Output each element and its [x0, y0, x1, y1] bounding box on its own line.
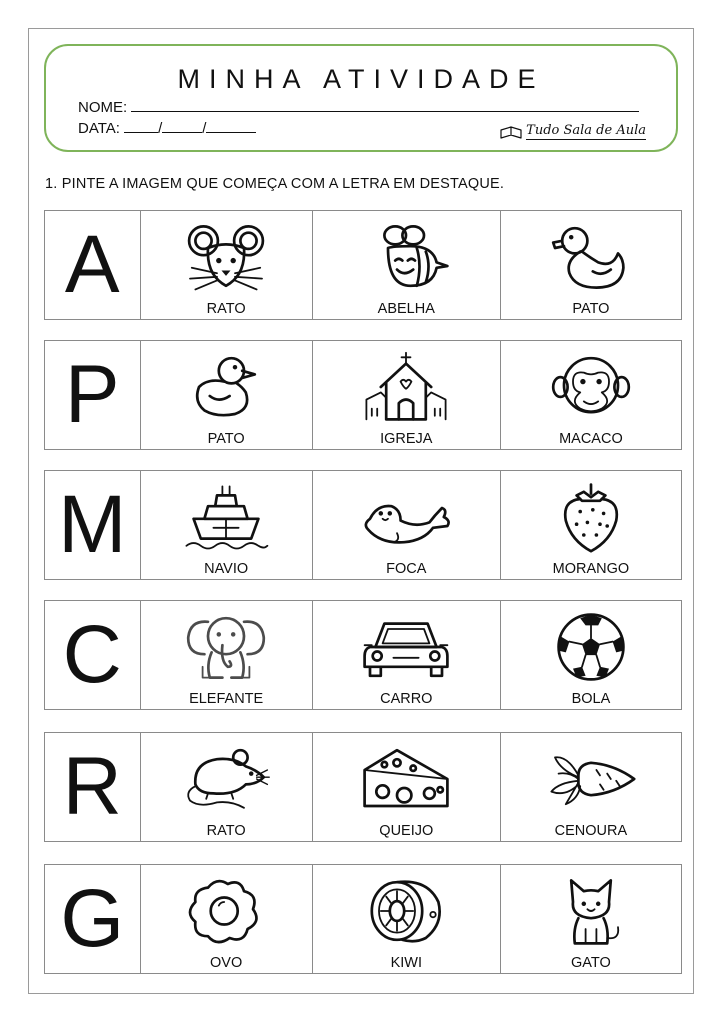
- picture-cell[interactable]: [501, 211, 681, 319]
- picture-label: OVO: [210, 955, 243, 971]
- picture-cell[interactable]: [141, 341, 313, 449]
- header-box: [44, 44, 678, 152]
- brand-logo: [500, 123, 646, 140]
- picture-cell[interactable]: [313, 601, 501, 709]
- kiwi-icon: [361, 871, 451, 951]
- picture-label: NAVIO: [204, 561, 249, 577]
- picture-label: RATO: [206, 301, 246, 317]
- letter-row: [44, 210, 682, 320]
- picture-label: BOLA: [571, 691, 611, 707]
- name-label: NOME:: [78, 99, 128, 116]
- cat-icon: [546, 871, 636, 951]
- car-icon: [361, 607, 451, 687]
- picture-label: ELEFANTE: [189, 691, 264, 707]
- picture-label: FOCA: [386, 561, 427, 577]
- soccer-ball-icon: [546, 607, 636, 687]
- picture-cell[interactable]: [141, 865, 313, 973]
- date-month-line[interactable]: [162, 119, 202, 133]
- highlight-letter: M: [45, 471, 141, 579]
- picture-label: KIWI: [390, 955, 422, 971]
- letter-row: [44, 732, 682, 842]
- instruction: 1. PINTE A IMAGEM QUE COMEÇA COM A LETRA EM DESTAQUE.: [45, 176, 505, 192]
- picture-label: PATO: [207, 431, 245, 447]
- picture-cell[interactable]: [313, 341, 501, 449]
- picture-cell[interactable]: [501, 341, 681, 449]
- date-slash: /: [202, 120, 207, 137]
- picture-label: MORANGO: [552, 561, 630, 577]
- highlight-letter: R: [45, 733, 141, 841]
- picture-label: CENOURA: [554, 823, 628, 839]
- picture-label: IGREJA: [380, 431, 433, 447]
- picture-label: PATO: [572, 301, 610, 317]
- picture-cell[interactable]: [313, 865, 501, 973]
- date-year-line[interactable]: [206, 119, 256, 133]
- picture-cell[interactable]: [501, 601, 681, 709]
- date-day-line[interactable]: [124, 119, 158, 133]
- highlight-letter: A: [45, 211, 141, 319]
- picture-label: QUEIJO: [379, 823, 434, 839]
- highlight-letter: P: [45, 341, 141, 449]
- picture-cell[interactable]: [141, 211, 313, 319]
- picture-cell[interactable]: [501, 733, 681, 841]
- letter-row: [44, 864, 682, 974]
- picture-label: GATO: [571, 955, 611, 971]
- strawberry-icon: [546, 477, 636, 557]
- picture-label: MACACO: [559, 431, 623, 447]
- rubber-duck-icon: [546, 217, 636, 297]
- cheese-icon: [361, 739, 451, 819]
- letter-row: [44, 340, 682, 450]
- picture-cell[interactable]: [313, 211, 501, 319]
- letter-row: [44, 470, 682, 580]
- picture-label: RATO: [206, 823, 246, 839]
- elephant-icon: [181, 607, 271, 687]
- brand-text: Tudo Sala de Aula: [526, 123, 646, 138]
- seal-icon: [361, 477, 451, 557]
- name-field[interactable]: [78, 98, 639, 116]
- book-icon: [500, 126, 522, 140]
- church-icon: [361, 347, 451, 427]
- picture-cell[interactable]: [313, 733, 501, 841]
- fried-egg-icon: [181, 871, 271, 951]
- date-label: DATA:: [78, 120, 120, 137]
- page-title: MINHA ATIVIDADE: [177, 64, 545, 94]
- picture-cell[interactable]: [141, 471, 313, 579]
- name-line[interactable]: [131, 98, 639, 112]
- date-field[interactable]: [78, 119, 256, 137]
- ship-icon: [181, 477, 271, 557]
- picture-cell[interactable]: [501, 865, 681, 973]
- highlight-letter: C: [45, 601, 141, 709]
- letter-row: [44, 600, 682, 710]
- duck-icon: [181, 347, 271, 427]
- picture-cell[interactable]: [501, 471, 681, 579]
- date-slash: /: [158, 120, 163, 137]
- picture-cell[interactable]: [141, 601, 313, 709]
- mouse-face-icon: [181, 217, 271, 297]
- mouse-icon: [181, 739, 271, 819]
- picture-label: CARRO: [380, 691, 433, 707]
- highlight-letter: G: [45, 865, 141, 973]
- picture-cell[interactable]: [141, 733, 313, 841]
- picture-cell[interactable]: [313, 471, 501, 579]
- bee-icon: [361, 217, 451, 297]
- monkey-icon: [546, 347, 636, 427]
- carrot-icon: [546, 739, 636, 819]
- picture-label: ABELHA: [377, 301, 435, 317]
